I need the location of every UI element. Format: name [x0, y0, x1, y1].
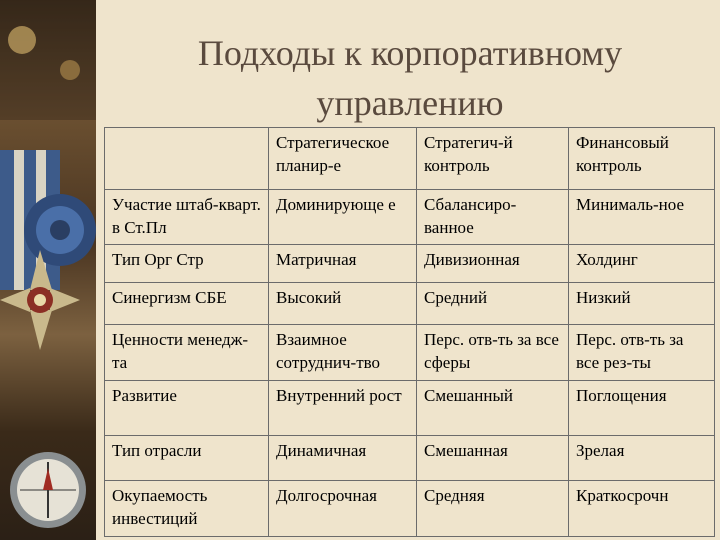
table-cell: Внутренний рост: [269, 381, 417, 436]
table-header-row: [105, 128, 715, 190]
table-cell: Минималь-ное: [569, 190, 715, 245]
header-cell: Стратегическое планир-е: [269, 128, 417, 190]
table-row: [105, 381, 715, 436]
table-cell: Динамичная: [269, 436, 417, 481]
table-row: [105, 190, 715, 245]
header-cell: Стратегич-й контроль: [417, 128, 569, 190]
table-row: [105, 436, 715, 481]
page-title: [120, 28, 700, 128]
table-cell: Доминирующе е: [269, 190, 417, 245]
row-label: Ценности менедж-та: [105, 325, 269, 381]
table-row: [105, 325, 715, 381]
table-cell: Долгосрочная: [269, 481, 417, 537]
table-cell: Взаимное сотруднич-тво: [269, 325, 417, 381]
title-line-2: управлению: [316, 83, 504, 123]
table-cell: Низкий: [569, 283, 715, 325]
table-row: [105, 481, 715, 537]
table-cell: Перс. отв-ть за все рез-ты: [569, 325, 715, 381]
table-cell: Средняя: [417, 481, 569, 537]
row-label: Окупаемость инвестиций: [105, 481, 269, 537]
table-cell: Средний: [417, 283, 569, 325]
table-cell: Дивизионная: [417, 245, 569, 283]
row-label: Тип отрасли: [105, 436, 269, 481]
header-cell: [105, 128, 269, 190]
table-row: [105, 283, 715, 325]
compass-icon: [10, 452, 86, 528]
row-label: Тип Орг Стр: [105, 245, 269, 283]
table-cell: Холдинг: [569, 245, 715, 283]
row-label: Развитие: [105, 381, 269, 436]
row-label: Синергизм СБЕ: [105, 283, 269, 325]
table-cell: Сбалансиро-ванное: [417, 190, 569, 245]
decorative-photo: [0, 0, 96, 540]
table-cell: Краткосрочн: [569, 481, 715, 537]
title-line-1: Подходы к корпоративному: [197, 33, 623, 73]
table-cell: Поглощения: [569, 381, 715, 436]
table-row: [105, 245, 715, 283]
table-cell: Смешанный: [417, 381, 569, 436]
table-cell: Матричная: [269, 245, 417, 283]
table-cell: Смешанная: [417, 436, 569, 481]
ribbon-icon: [0, 150, 96, 290]
comparison-table: [104, 127, 715, 537]
table-cell: Зрелая: [569, 436, 715, 481]
table-cell: Высокий: [269, 283, 417, 325]
header-cell: Финансовый контроль: [569, 128, 715, 190]
row-label: Участие штаб-кварт. в Ст.Пл: [105, 190, 269, 245]
table-cell: Перс. отв-ть за все сферы: [417, 325, 569, 381]
